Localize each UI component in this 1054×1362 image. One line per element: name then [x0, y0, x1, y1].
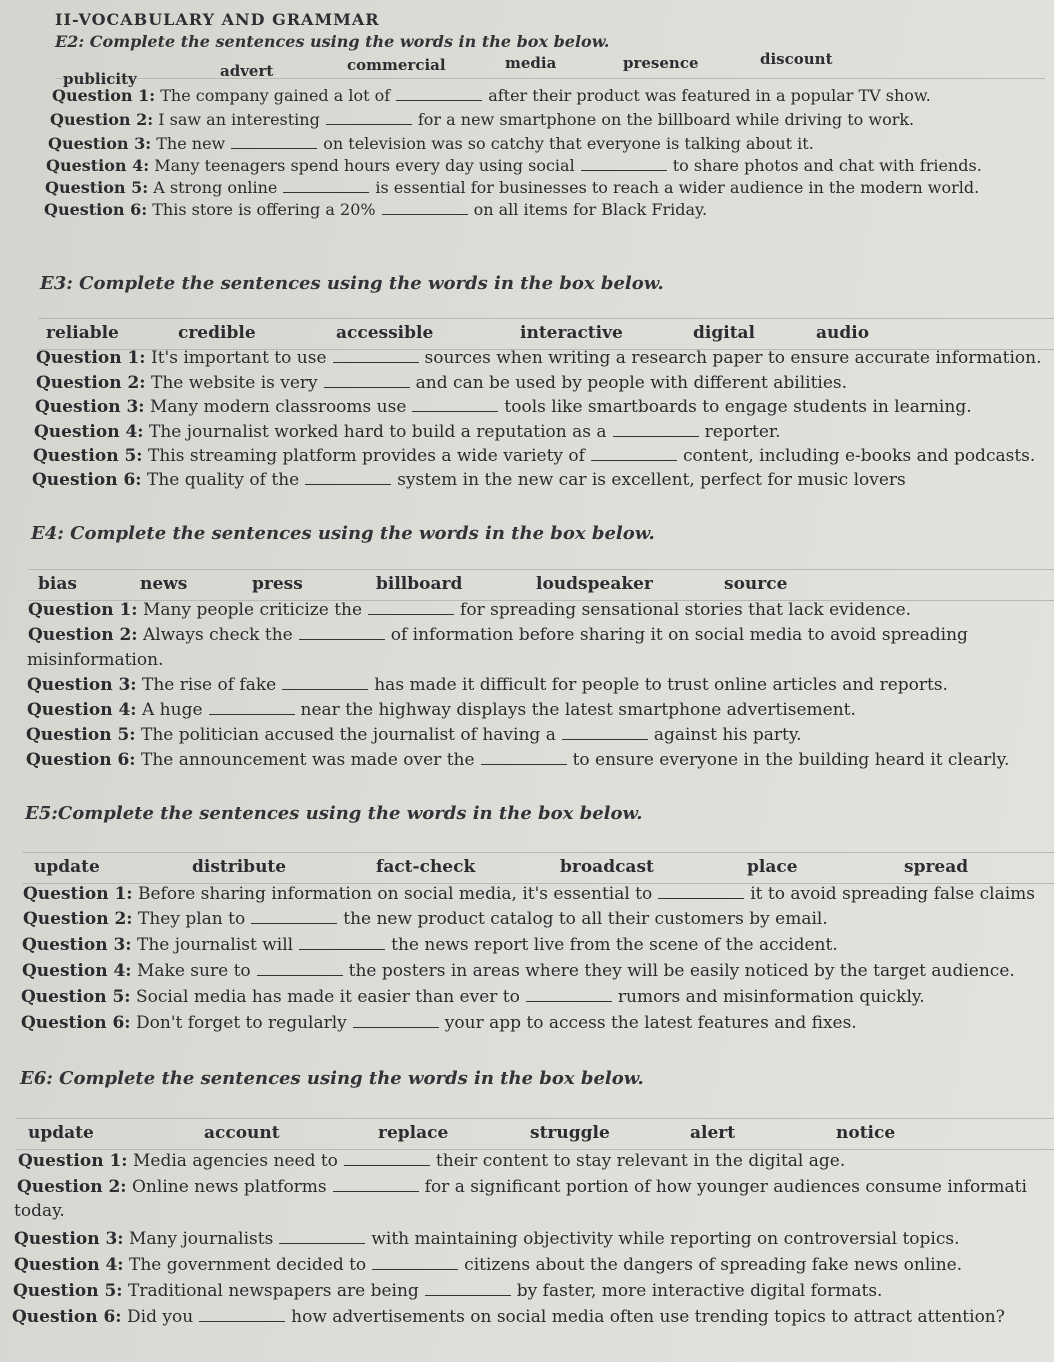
answer-blank[interactable]	[344, 1151, 430, 1166]
word-item: update	[28, 1123, 94, 1143]
answer-blank[interactable]	[199, 1307, 285, 1322]
word-box	[22, 852, 1054, 884]
word-item: billboard	[376, 574, 463, 594]
answer-blank[interactable]	[581, 156, 667, 171]
answer-blank[interactable]	[425, 1281, 511, 1296]
answer-blank[interactable]	[372, 1255, 458, 1270]
word-item: commercial	[347, 56, 446, 74]
page-title: II-VOCABULARY AND GRAMMAR	[55, 10, 380, 29]
question-item: Question 1: The company gained a lot of after their product was featured in a popular TV show.	[52, 86, 931, 105]
question-item: Question 6: The announcement was made over the to ensure everyone in the building heard it clearly.	[26, 750, 1010, 770]
word-item: distribute	[192, 857, 287, 877]
answer-blank[interactable]	[333, 1177, 419, 1192]
word-item: audio	[816, 323, 870, 343]
answer-blank[interactable]	[481, 750, 567, 765]
answer-blank[interactable]	[231, 134, 317, 149]
question-item: Question 6: Did you how advertisements on social media often use trending topics to attract attention?	[12, 1307, 1005, 1327]
answer-blank[interactable]	[382, 200, 468, 215]
word-item: discount	[760, 50, 833, 68]
word-item: loudspeaker	[536, 574, 653, 594]
section-title: E6: Complete the sentences using the words in the box below.	[20, 1068, 644, 1089]
word-item: fact-check	[376, 857, 476, 877]
section-title: E5:Complete the sentences using the words in the box below.	[25, 803, 643, 824]
answer-blank[interactable]	[526, 987, 612, 1002]
word-item: presence	[623, 54, 699, 72]
word-item: place	[747, 857, 798, 877]
word-item: media	[505, 54, 557, 72]
answer-blank[interactable]	[658, 884, 744, 899]
question-continuation: today.	[14, 1201, 65, 1221]
word-item: reliable	[46, 323, 119, 343]
word-box	[28, 569, 1054, 601]
word-item: account	[204, 1123, 280, 1143]
answer-blank[interactable]	[591, 446, 677, 461]
answer-blank[interactable]	[251, 909, 337, 924]
section-title: E3: Complete the sentences using the words in the box below.	[40, 273, 664, 294]
question-item: Question 3: Many journalists with maintaining objectivity while reporting on controversial topics.	[14, 1229, 960, 1249]
question-item: Question 5: This streaming platform provides a wide variety of content, including e-books and podcasts.	[33, 446, 1036, 466]
answer-blank[interactable]	[562, 725, 648, 740]
question-item: Question 2: Online news platforms for a significant portion of how younger audiences consume informati	[17, 1177, 1027, 1197]
answer-blank[interactable]	[305, 470, 391, 485]
question-item: Question 1: It's important to use sources when writing a research paper to ensure accurate information.	[36, 348, 1042, 368]
word-item: credible	[178, 323, 256, 343]
answer-blank[interactable]	[324, 373, 410, 388]
word-item: bias	[38, 574, 77, 594]
answer-blank[interactable]	[282, 675, 368, 690]
answer-blank[interactable]	[396, 86, 482, 101]
word-item: struggle	[530, 1123, 610, 1143]
word-item: update	[34, 857, 100, 877]
question-item: Question 4: A huge near the highway displays the latest smartphone advertisement.	[27, 700, 856, 720]
answer-blank[interactable]	[283, 178, 369, 193]
answer-blank[interactable]	[299, 935, 385, 950]
question-item: Question 2: Always check the of information before sharing it on social media to avoid spreading	[28, 625, 968, 645]
question-item: Question 6: Don't forget to regularly your app to access the latest features and fixes.	[21, 1013, 857, 1033]
question-item: Question 2: The website is very and can be used by people with different abilities.	[36, 373, 848, 393]
word-item: alert	[690, 1123, 736, 1143]
answer-blank[interactable]	[412, 397, 498, 412]
answer-blank[interactable]	[353, 1013, 439, 1028]
question-item: Question 5: The politician accused the journalist of having a against his party.	[26, 725, 802, 745]
question-item: Question 3: Many modern classrooms use tools like smartboards to engage students in learning.	[35, 397, 972, 417]
word-item: replace	[378, 1123, 449, 1143]
word-item: spread	[904, 857, 969, 877]
word-item: press	[252, 574, 303, 594]
question-continuation: misinformation.	[27, 650, 164, 670]
question-item: Question 4: Many teenagers spend hours every day using social to share photos and chat with friends.	[46, 156, 982, 175]
question-item: Question 1: Before sharing information on social media, it's essential to it to avoid spreading false claims	[23, 884, 1035, 904]
word-item: interactive	[520, 323, 623, 343]
word-box	[38, 318, 1054, 350]
section-title: E2: Complete the sentences using the words in the box below.	[55, 32, 610, 51]
answer-blank[interactable]	[613, 422, 699, 437]
word-item: publicity	[63, 70, 137, 88]
answer-blank[interactable]	[368, 600, 454, 615]
question-item: Question 5: A strong online is essential for businesses to reach a wider audience in the modern world.	[45, 178, 980, 197]
question-item: Question 5: Traditional newspapers are being by faster, more interactive digital formats.	[13, 1281, 883, 1301]
word-item: news	[140, 574, 188, 594]
section-title: E4: Complete the sentences using the words in the box below.	[31, 523, 655, 544]
word-item: advert	[220, 62, 274, 80]
answer-blank[interactable]	[209, 700, 295, 715]
word-box	[55, 50, 1045, 88]
question-item: Question 5: Social media has made it easier than ever to rumors and misinformation quickly.	[21, 987, 925, 1007]
question-item: Question 2: They plan to the new product catalog to all their customers by email.	[23, 909, 828, 929]
answer-blank[interactable]	[326, 110, 412, 125]
answer-blank[interactable]	[279, 1229, 365, 1244]
question-item: Question 4: Make sure to the posters in areas where they will be easily noticed by the target audience.	[22, 961, 1015, 981]
question-item: Question 1: Many people criticize the for spreading sensational stories that lack evidence.	[28, 600, 912, 620]
word-item: accessible	[336, 323, 434, 343]
word-box	[16, 1118, 1054, 1150]
question-item: Question 3: The rise of fake has made it difficult for people to trust online articles and reports.	[27, 675, 948, 695]
question-item: Question 4: The journalist worked hard to build a reputation as a reporter.	[34, 422, 781, 442]
answer-blank[interactable]	[257, 961, 343, 976]
question-item: Question 4: The government decided to citizens about the dangers of spreading fake news online.	[14, 1255, 963, 1275]
word-item: broadcast	[560, 857, 654, 877]
question-item: Question 1: Media agencies need to their content to stay relevant in the digital age.	[18, 1151, 846, 1171]
question-item: Question 6: This store is offering a 20% on all items for Black Friday.	[44, 200, 708, 219]
question-item: Question 6: The quality of the system in the new car is excellent, perfect for music lovers	[32, 470, 906, 490]
question-item: Question 2: I saw an interesting for a new smartphone on the billboard while driving to work.	[50, 110, 915, 129]
word-item: source	[724, 574, 788, 594]
question-item: Question 3: The journalist will the news report live from the scene of the accident.	[22, 935, 838, 955]
word-item: digital	[693, 323, 756, 343]
answer-blank[interactable]	[333, 348, 419, 363]
question-item: Question 3: The new on television was so catchy that everyone is talking about it.	[48, 134, 814, 153]
word-item: notice	[836, 1123, 896, 1143]
answer-blank[interactable]	[299, 625, 385, 640]
